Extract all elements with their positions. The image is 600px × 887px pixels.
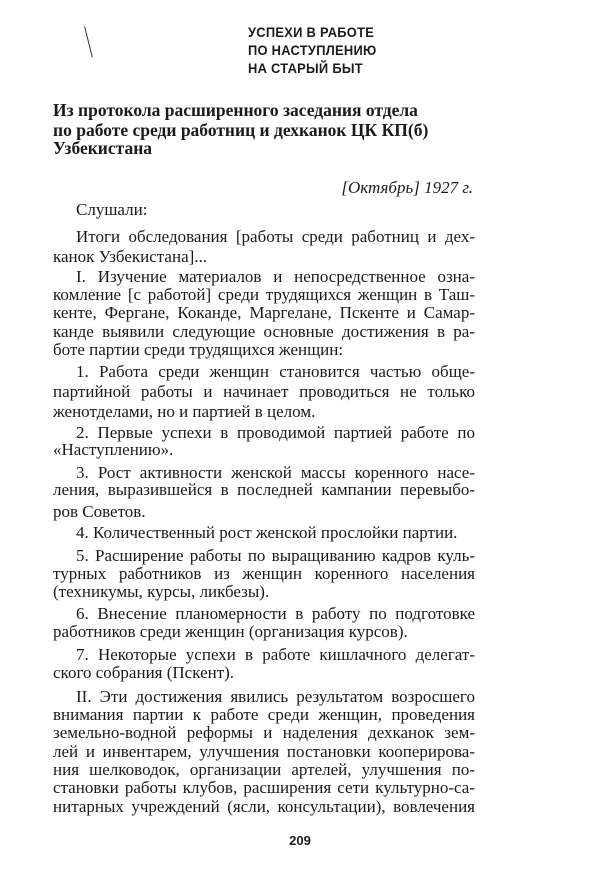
text-line: ния шелководок, организации артелей, улучшения по- (53, 760, 475, 779)
text-line: нитарных учреждений (ясли, консультации), вовлечения (53, 797, 475, 816)
text-line: становки работы клубов, расширения сети культурно-са- (53, 778, 475, 797)
text-line: комление [с работой] среди трудящихся женщин в Таш- (53, 285, 475, 304)
section-heading-line: УСПЕХИ В РАБОТЕ (248, 24, 375, 40)
text-line: земельно-водной реформы и наделения дехканок зем- (53, 723, 475, 742)
document-date (341, 178, 473, 198)
text-line: 3. Рост активности женской массы коренного насе- (76, 463, 475, 482)
text-line: Итоги обследования [работы среди работниц и дех- (76, 227, 475, 246)
text-line: II. Эти достижения явились результатом возросшего (76, 687, 475, 706)
text-line: I. Изучение материалов и непосредственное озна- (76, 267, 475, 286)
text-line: 7. Некоторые успехи в работе кишлачного делегат- (76, 645, 475, 664)
page-number: 209 (289, 833, 311, 848)
text-line: ров Советов. (53, 502, 146, 521)
section-heading-line: НА СТАРЫЙ БЫТ (248, 60, 363, 76)
text-line: «Наступлению». (53, 440, 174, 459)
text-line: кенте, Фергане, Коканде, Маргелане, Пскенте и Самар- (53, 303, 475, 322)
text-line: ления, выразившейся в последней кампании перевыбо- (53, 480, 475, 499)
text-line: турных работников из женщин коренного населения (53, 564, 475, 583)
text-line: женотделами, но и партией в целом. (53, 402, 316, 421)
text-line: партийной работы и начинает проводиться не только (53, 382, 475, 401)
date-month: [Октябрь] (341, 178, 420, 197)
text-line: боте партии среди трудящихся женщин: (53, 340, 344, 359)
document-title-line: Узбекистана (53, 138, 153, 158)
date-year: 1927 г. (424, 178, 473, 197)
scan-pen-mark (84, 26, 93, 57)
section-heading-line: ПО НАСТУПЛЕНИЮ (248, 42, 377, 58)
text-line: 6. Внесение планомерности в работу по подготовке (76, 604, 475, 623)
text-line: 2. Первые успехи в проводимой партией работе по (76, 423, 475, 442)
text-line: Слушали: (76, 200, 148, 219)
document-title-line: по работе среди работниц и дехканок ЦК КП(б) (53, 120, 429, 140)
text-line: работников среди женщин (организация курсов). (53, 622, 408, 641)
text-line: канок Узбекистана]... (53, 247, 208, 266)
document-title-line: Из протокола расширенного заседания отдела (53, 100, 418, 120)
text-line: лей и инвентарем, улучшения постановки кооперирова- (53, 742, 475, 761)
text-line: (техникумы, курсы, ликбезы). (53, 582, 270, 601)
text-line: ского собрания (Пскент). (53, 663, 235, 682)
text-line: 1. Работа среди женщин становится частью обще- (76, 362, 475, 381)
text-line: канде выявили следующие основные достижения в ра- (53, 322, 475, 341)
text-line: внимания партии к работе среди женщин, проведения (53, 705, 475, 724)
text-line: 4. Количественный рост женской прослойки партии. (76, 523, 458, 542)
text-line: 5. Расширение работы по выращиванию кадров куль- (76, 546, 475, 565)
